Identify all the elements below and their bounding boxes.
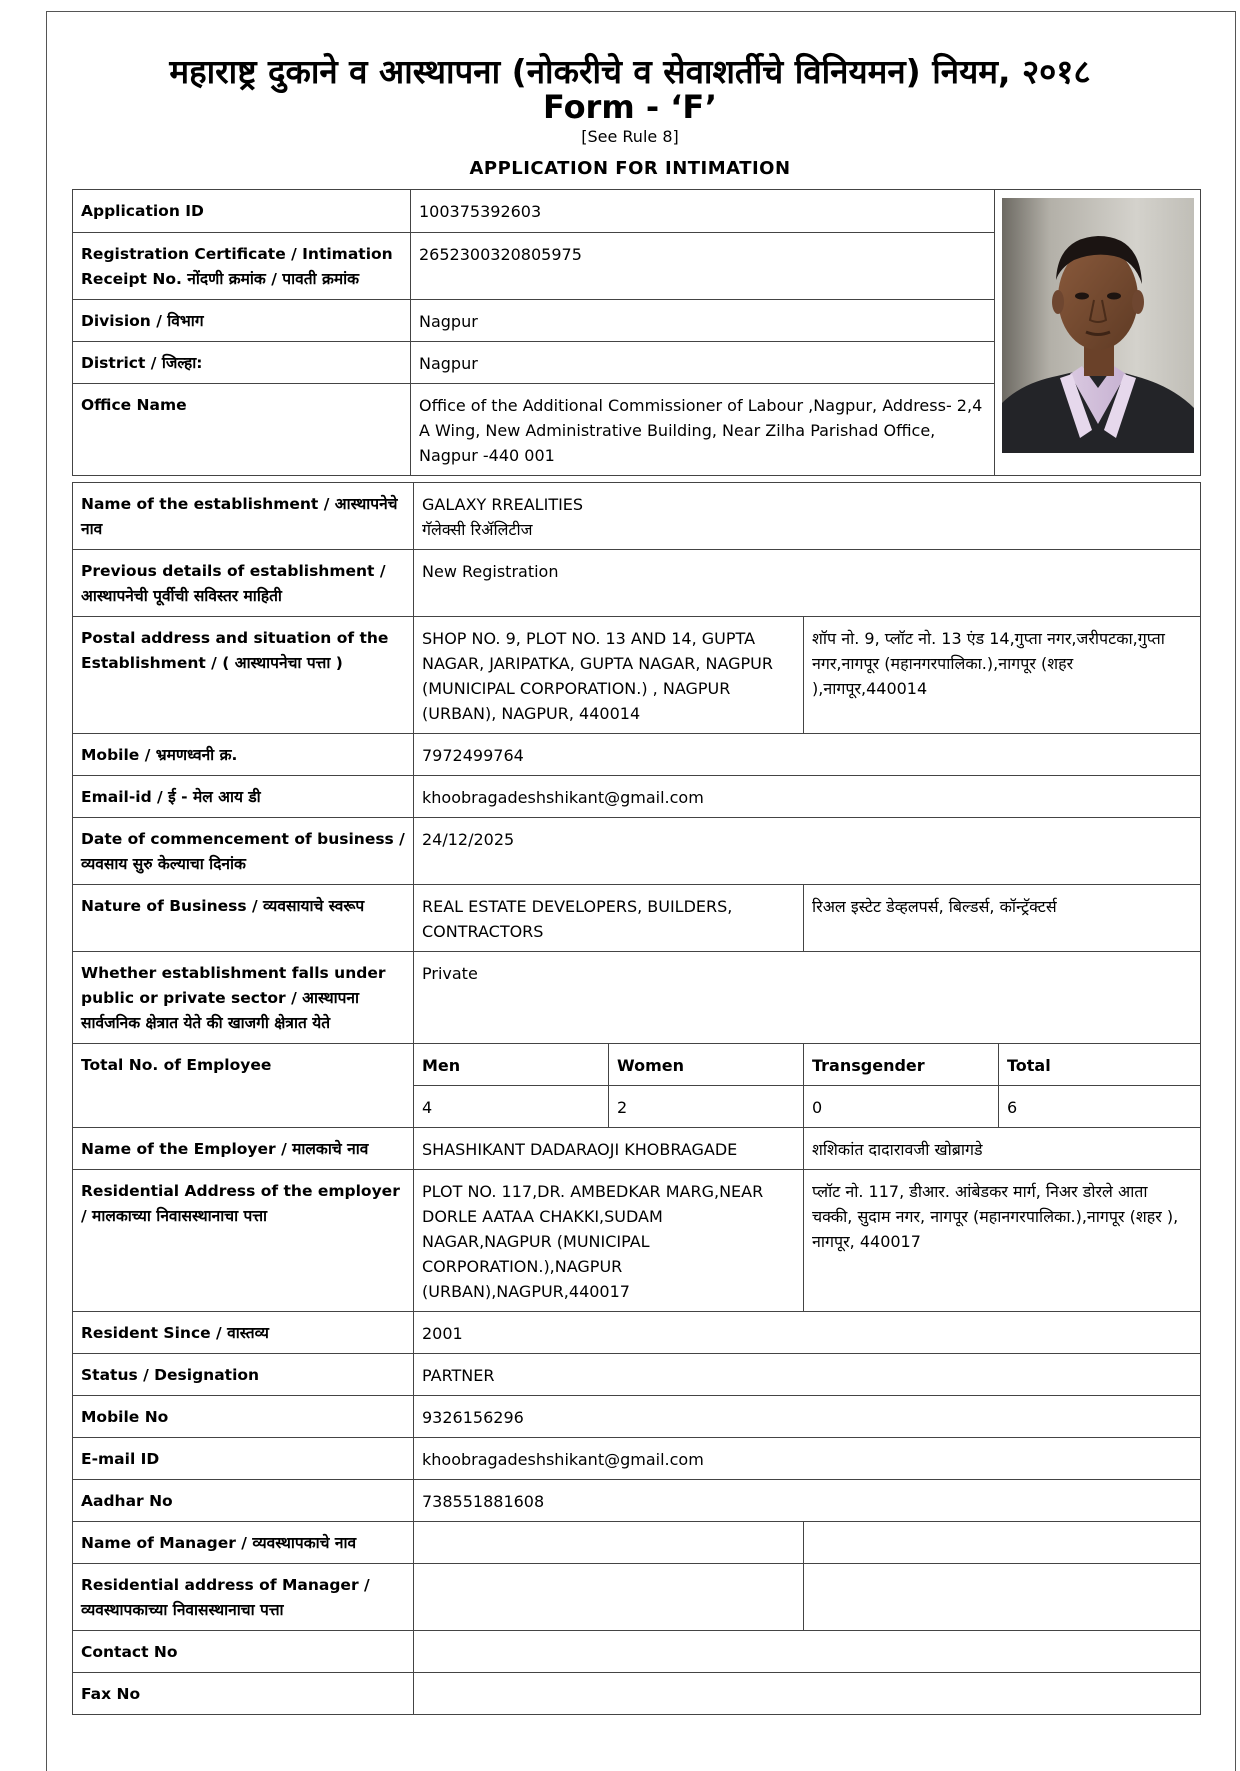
- designation-label: Status / Designation: [73, 1354, 414, 1396]
- manager-address-label: Residential address of Manager / व्यवस्थापकाच्या निवासस्थानाचा पत्ता: [73, 1564, 414, 1631]
- employee-count-label: Total No. of Employee: [73, 1044, 414, 1128]
- employer-address-marathi: प्लॉट नो. 117, डीआर. आंबेडकर मार्ग, निअर डोरले आता चक्की, सुदाम नगर, नागपूर (महानगरपालिका.),नागपूर (शहर ), नागपूर, 440017: [804, 1170, 1201, 1312]
- form-name: Form - ‘F’: [543, 88, 717, 126]
- nature-of-business-marathi: रिअल इस्टेट डेव्हलपर्स, बिल्डर्स, कॉन्ट्रॅक्टर्स: [804, 885, 1201, 952]
- employer-mobile-label: Mobile No: [73, 1396, 414, 1438]
- manager-address-marathi: [804, 1564, 1201, 1631]
- see-rule-note: [See Rule 8]: [581, 127, 679, 146]
- establishment-details-table: [72, 482, 1201, 1715]
- registration-no-label: Registration Certificate / Intimation Receipt No. नोंदणी क्रमांक / पावती क्रमांक: [73, 233, 411, 300]
- fax-no-value: [414, 1673, 1201, 1715]
- previous-details-value: New Registration: [414, 550, 1201, 617]
- office-details-table: [72, 189, 1201, 476]
- establishment-name-english: GALAXY RREALITIES: [422, 495, 584, 514]
- employer-address-english: PLOT NO. 117,DR. AMBEDKAR MARG,NEAR DORLE AATAA CHAKKI,SUDAM NAGAR,NAGPUR (MUNICIPAL CORPORATION.),NAGPUR (URBAN),NAGPUR,440017: [414, 1170, 804, 1312]
- applicant-photo-image: [1002, 198, 1194, 453]
- division-label: Division / विभाग: [73, 300, 411, 342]
- fax-no-label: Fax No: [73, 1673, 414, 1715]
- resident-since-value: 2001: [414, 1312, 1201, 1354]
- employee-count-total: 6: [999, 1086, 1201, 1128]
- nature-of-business-english: REAL ESTATE DEVELOPERS, BUILDERS, CONTRACTORS: [414, 885, 804, 952]
- employee-count-transgender: 0: [804, 1086, 999, 1128]
- establishment-mobile-value: 7972499764: [414, 734, 1201, 776]
- nature-of-business-label: Nature of Business / व्यवसायाचे स्वरूप: [73, 885, 414, 952]
- application-heading: APPLICATION FOR INTIMATION: [469, 158, 791, 179]
- employee-header-women: Women: [609, 1044, 804, 1086]
- employer-name-marathi: शशिकांत दादारावजी खोब्रागडे: [804, 1128, 1201, 1170]
- postal-address-english: SHOP NO. 9, PLOT NO. 13 AND 14, GUPTA NAGAR, JARIPATKA, GUPTA NAGAR, NAGPUR (MUNICIPAL CORPORATION.) , NAGPUR (URBAN), NAGPUR, 440014: [414, 617, 804, 734]
- application-id-value: 100375392603: [411, 190, 995, 233]
- employee-count-women: 2: [609, 1086, 804, 1128]
- manager-name-english: [414, 1522, 804, 1564]
- manager-name-marathi: [804, 1522, 1201, 1564]
- employer-name-english: SHASHIKANT DADARAOJI KHOBRAGADE: [414, 1128, 804, 1170]
- form-title-marathi: महाराष्ट्र दुकाने व आस्थापना (नोकरीचे व सेवाशर्तीचे विनियमन) नियम, २०१८: [169, 52, 1091, 91]
- establishment-mobile-label: Mobile / भ्रमणध्वनी क्र.: [73, 734, 414, 776]
- district-label: District / जिल्हा:: [73, 342, 411, 384]
- employer-email-label: E-mail ID: [73, 1438, 414, 1480]
- establishment-name-value: [414, 483, 1201, 550]
- employer-name-label: Name of the Employer / मालकाचे नाव: [73, 1128, 414, 1170]
- registration-no-value: 2652300320805975: [411, 233, 995, 300]
- office-name-value: Office of the Additional Commissioner of Labour ,Nagpur, Address- 2,4 A Wing, New Administrative Building, Near Zilha Parishad Office, Nagpur -440 001: [411, 384, 995, 476]
- employer-mobile-value: 9326156296: [414, 1396, 1201, 1438]
- application-id-label: Application ID: [73, 190, 411, 233]
- district-value: Nagpur: [411, 342, 995, 384]
- applicant-photo: [1002, 198, 1194, 453]
- postal-address-marathi: शॉप नो. 9, प्लॉट नो. 13 एंड 14,गुप्ता नगर,जरीपटका,गुप्ता नगर,नागपूर (महानगरपालिका.),नागपूर (शहर ),नागपूर,440014: [804, 617, 1201, 734]
- contact-no-value: [414, 1631, 1201, 1673]
- office-name-label: Office Name: [73, 384, 411, 476]
- establishment-email-value: khoobragadeshshikant@gmail.com: [414, 776, 1201, 818]
- photo-cell: [995, 190, 1201, 476]
- commencement-date-label: Date of commencement of business / व्यवसाय सुरु केल्याचा दिनांक: [73, 818, 414, 885]
- aadhar-label: Aadhar No: [73, 1480, 414, 1522]
- establishment-email-label: Email-id / ई - मेल आय डी: [73, 776, 414, 818]
- contact-no-label: Contact No: [73, 1631, 414, 1673]
- aadhar-value: 738551881608: [414, 1480, 1201, 1522]
- postal-address-label: Postal address and situation of the Establishment / ( आस्थापनेचा पत्ता ): [73, 617, 414, 734]
- employee-header-men: Men: [414, 1044, 609, 1086]
- sector-label: Whether establishment falls under public or private sector / आस्थापना सार्वजनिक क्षेत्रात येते की खाजगी क्षेत्रात येते: [73, 952, 414, 1044]
- employee-header-transgender: Transgender: [804, 1044, 999, 1086]
- employer-address-label: Residential Address of the employer / मालकाच्या निवासस्थानाचा पत्ता: [73, 1170, 414, 1312]
- sector-value: Private: [414, 952, 1201, 1044]
- establishment-name-marathi: गॅलेक्सी रिॲलिटीज: [422, 520, 533, 539]
- resident-since-label: Resident Since / वास्तव्य: [73, 1312, 414, 1354]
- previous-details-label: Previous details of establishment / आस्थापनेची पूर्वीची सविस्तर माहिती: [73, 550, 414, 617]
- employer-email-value: khoobragadeshshikant@gmail.com: [414, 1438, 1201, 1480]
- division-value: Nagpur: [411, 300, 995, 342]
- commencement-date-value: 24/12/2025: [414, 818, 1201, 885]
- designation-value: PARTNER: [414, 1354, 1201, 1396]
- establishment-name-label: Name of the establishment / आस्थापनेचे नाव: [73, 483, 414, 550]
- manager-name-label: Name of Manager / व्यवस्थापकाचे नाव: [73, 1522, 414, 1564]
- employee-header-total: Total: [999, 1044, 1201, 1086]
- employee-count-men: 4: [414, 1086, 609, 1128]
- manager-address-english: [414, 1564, 804, 1631]
